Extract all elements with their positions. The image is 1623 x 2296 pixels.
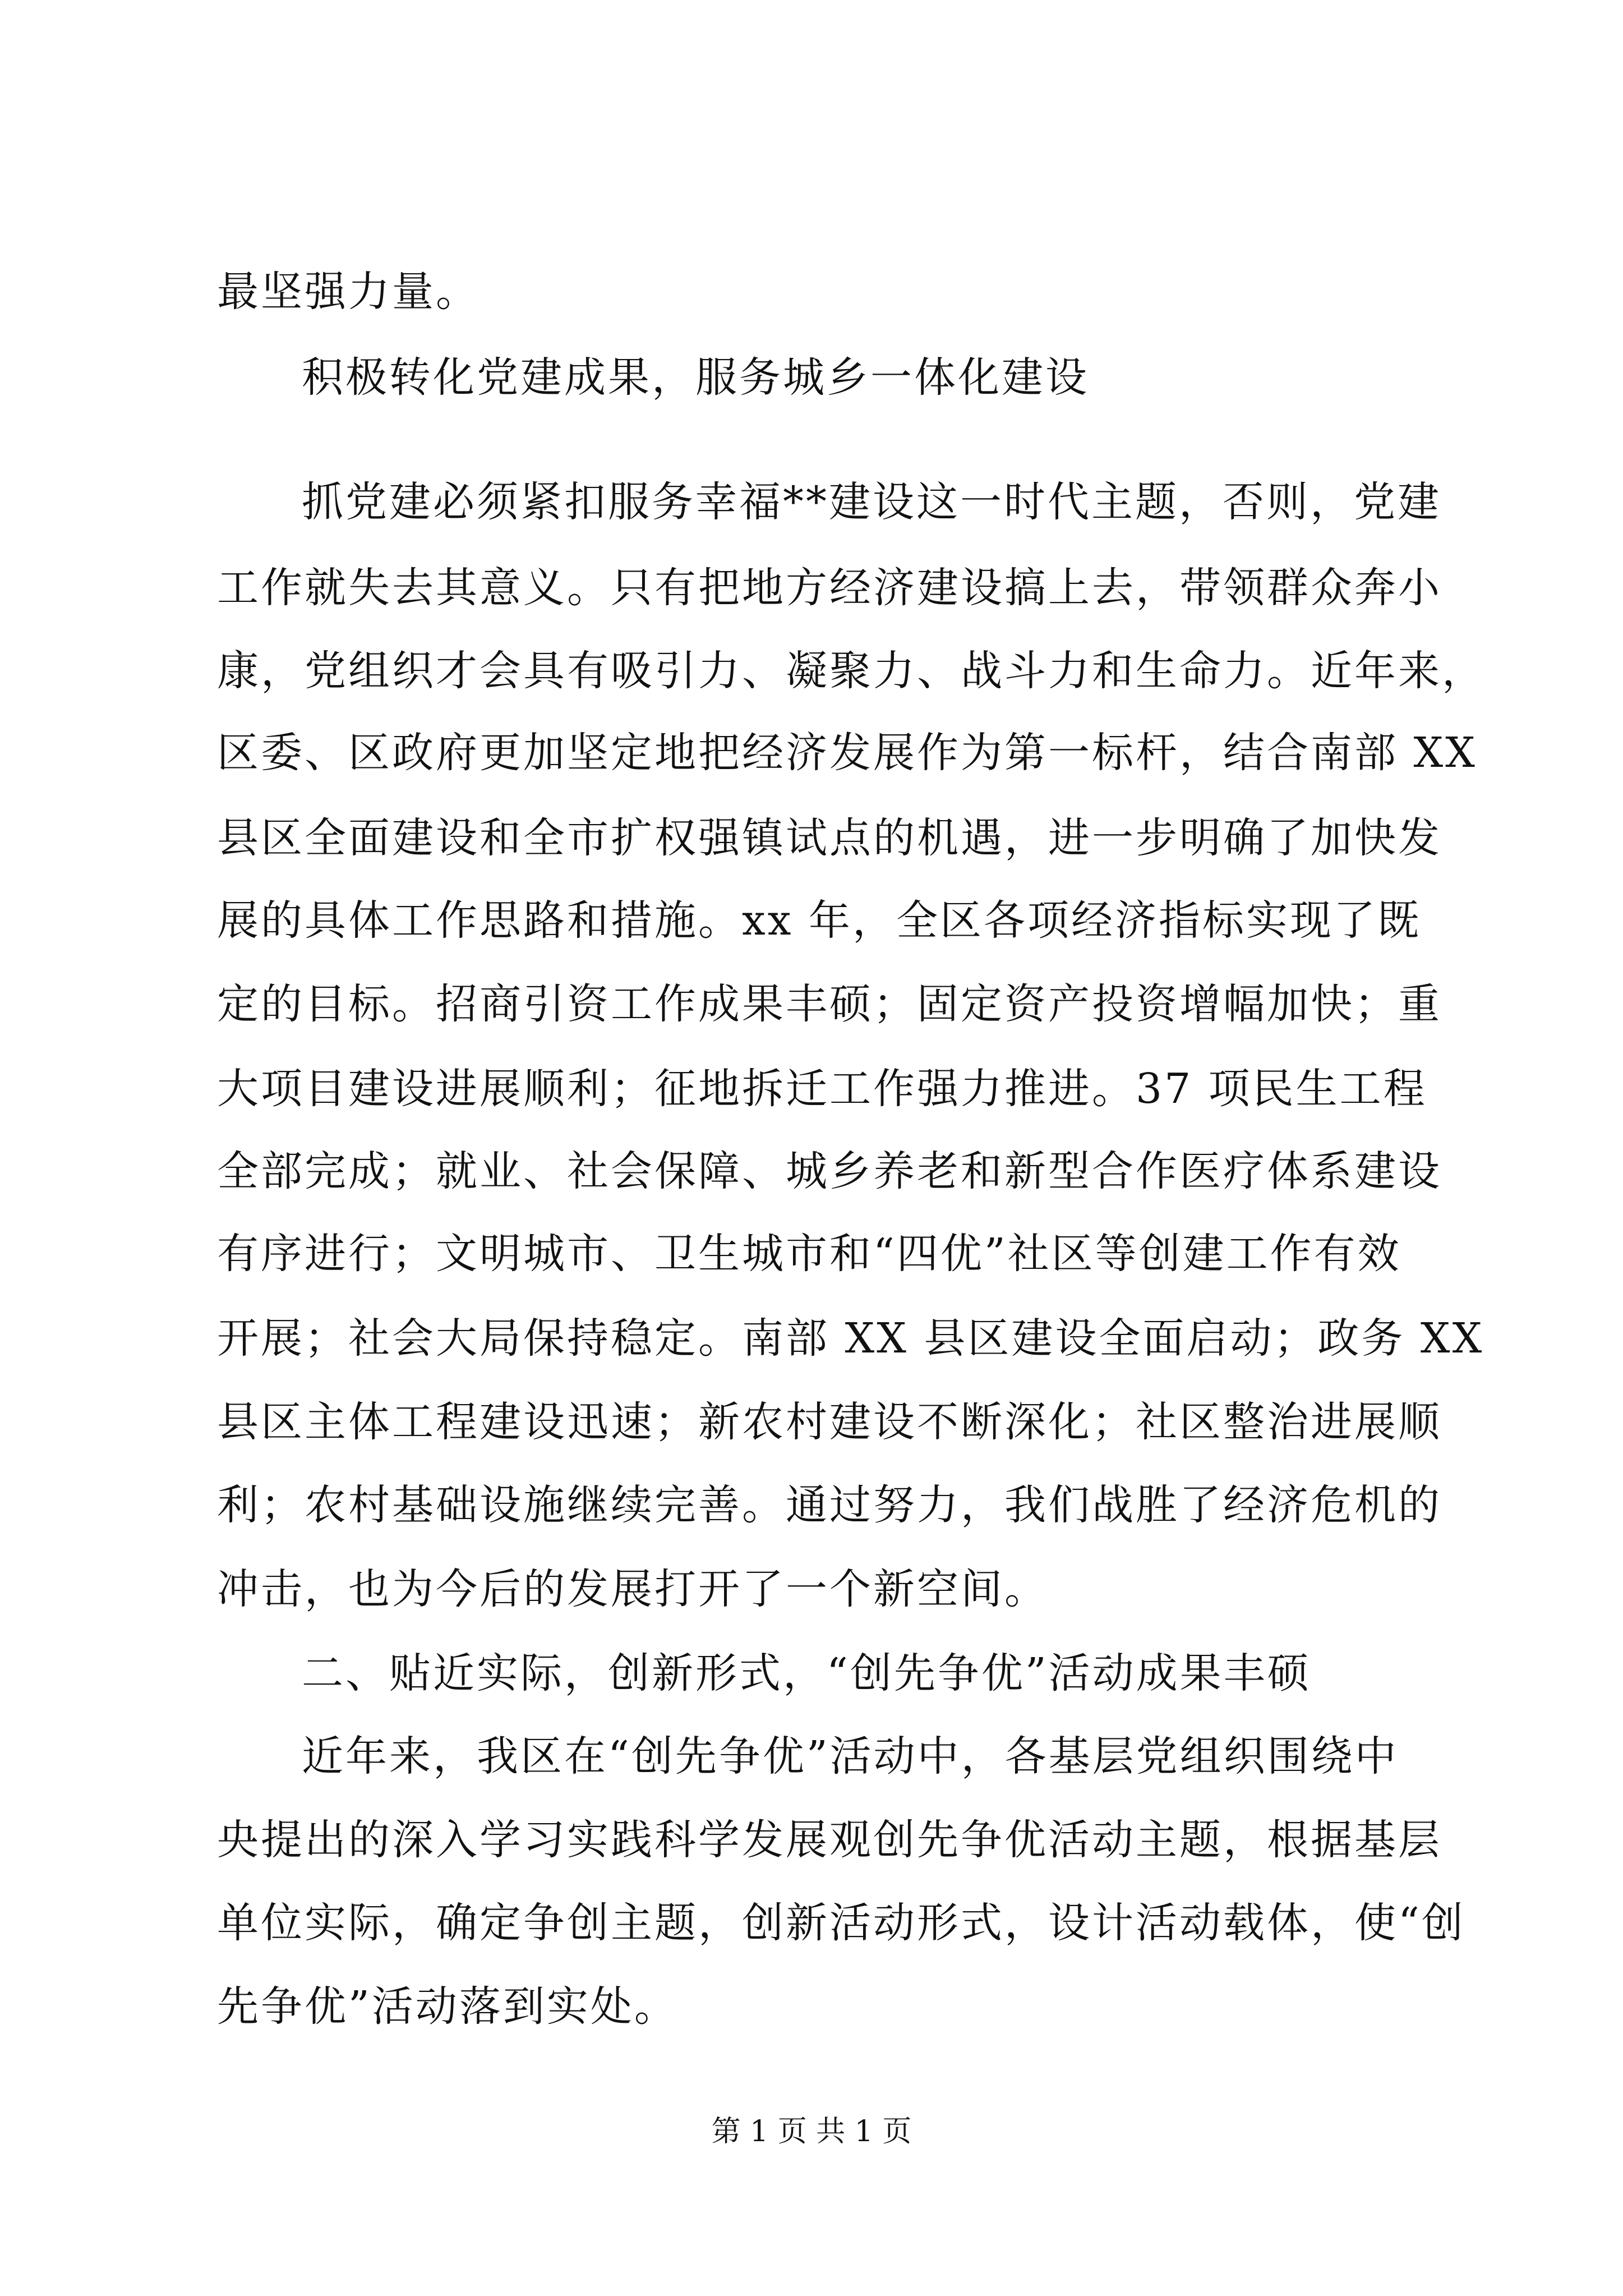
- text-line: 最坚强力量。: [217, 268, 479, 316]
- text-line: 近年来，我区在“创先争优”活动中，各基层党组织围绕中: [302, 1732, 1399, 1780]
- text-line: 冲击，也为今后的发展打开了一个新空间。: [217, 1565, 1048, 1613]
- section-heading: 积极转化党建成果，服务城乡一体化建设: [302, 353, 1089, 402]
- text-line: 县区主体工程建设迅速；新农村建设不断深化；社区整治进展顺: [217, 1398, 1442, 1446]
- text-line: 有序进行；文明城市、卫生城市和“四优”社区等创建工作有效: [217, 1230, 1401, 1278]
- text-line: 单位实际，确定争创主题，创新活动形式，设计活动载体，使“创: [217, 1899, 1465, 1947]
- text-line: 全部完成；就业、社会保障、城乡养老和新型合作医疗体系建设: [217, 1147, 1442, 1195]
- section-heading: 二、贴近实际，创新形式，“创先争优”活动成果丰硕: [302, 1649, 1311, 1697]
- text-line: 大项目建设进展顺利；征地拆迁工作强力推进。37 项民生工程: [217, 1065, 1427, 1113]
- text-line: 开展；社会大局保持稳定。南部 XX 县区建设全面启动；政务 XX: [217, 1314, 1484, 1363]
- text-line: 央提出的深入学习实践科学发展观创先争优活动主题，根据基层: [217, 1816, 1442, 1864]
- text-line: 定的目标。招商引资工作成果丰硕；固定资产投资增幅加快；重: [217, 980, 1442, 1028]
- text-line: 利；农村基础设施继续完善。通过努力，我们战胜了经济危机的: [217, 1481, 1442, 1529]
- text-line: 抓党建必须紧扣服务幸福**建设这一时代主题，否则，党建: [302, 478, 1441, 526]
- text-line: 工作就失去其意义。只有把地方经济建设搞上去，带领群众奔小: [217, 564, 1442, 612]
- text-line: 康，党组织才会具有吸引力、凝聚力、战斗力和生命力。近年来，: [217, 647, 1486, 695]
- page-number-footer: 第 1 页 共 1 页: [711, 2115, 912, 2148]
- text-line: 展的具体工作思路和措施。xx 年，全区各项经济指标实现了既: [217, 896, 1421, 945]
- text-line: 县区全面建设和全市扩权强镇试点的机遇，进一步明确了加快发: [217, 814, 1442, 862]
- text-line: 区委、区政府更加坚定地把经济发展作为第一标杆，结合南部 XX: [217, 729, 1477, 777]
- text-line: 先争优”活动落到实处。: [217, 1982, 678, 2031]
